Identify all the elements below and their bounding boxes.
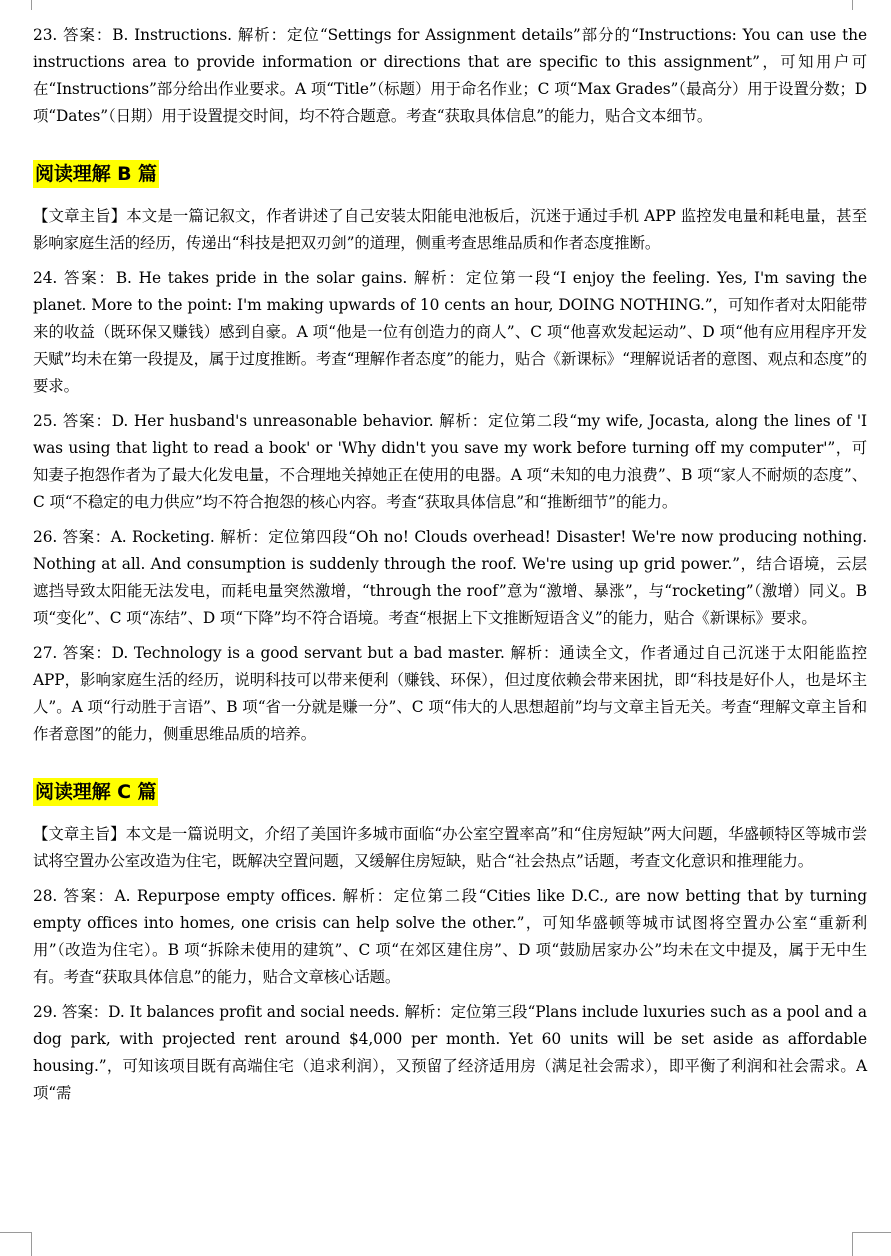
answer-paragraph-23: 23. 答案：B. Instructions. 解析：定位“Settings for Assignment details”部分的“Instructions: You can use the instructions area to provide information or directions that are specific to this assignment”，可知用户可在“Instructions”部分给出作业要求。A 项“Title”（标题）用于命名作业；C 项“Max Grades”（最高分）用于设置分数；D 项“Dates”（日期）用于设置提交时间，均不符合题意。考查“获取具体信息”的能力，贴合文本细节。 (33, 26, 867, 125)
crop-mark (0, 1232, 31, 1233)
answer-paragraph-28: 28. 答案：A. Repurpose empty offices. 解析：定位第二段“Cities like D.C., are now betting that by turning empty offices into homes, one crisis can help solve the other.”，可知华盛顿等城市试图将空置办公室“重新利用”（改造为住宅）。B 项“拆除未使用的建筑”、C 项“在郊区建住房”、D 项“鼓励居家办公”均未在文中提及，属于无中生有。考查“获取具体信息”的能力，贴合文章核心话题。 (33, 887, 867, 986)
answer-paragraph-24: 24. 答案：B. He takes pride in the solar gains. 解析：定位第一段“I enjoy the feeling. Yes, I'm saving the planet. More to the point: I'm making upwards of 10 cents an hour, DOING NOTHING.”，可知作者对太阳能带来的收益（既环保又赚钱）感到自豪。A 项“他是一位有创造力的商人”、C 项“他喜欢发起运动”、D 项“他有应用程序开发天赋”均未在第一段提及，属于过度推断。考查“理解作者态度”的能力，贴合《新课标》“理解说话者的意图、观点和态度”的要求。 (33, 269, 867, 395)
answer-paragraph-29: 29. 答案：D. It balances profit and social needs. 解析：定位第三段“Plans include luxuries such as a pool and a dog park, with projected rent around $4,000 per month. Yet 60 units will be set aside as affordable housing.”，可知该项目既有高端住宅（追求利润），又预留了经济适用房（满足社会需求），即平衡了利润和社会需求。A 项“需 (33, 1003, 867, 1102)
section-heading-b (33, 160, 867, 189)
answer-paragraph-25: 25. 答案：D. Her husband's unreasonable behavior. 解析：定位第二段“my wife, Jocasta, along the lines of 'I was using that light to read a book' or 'Why didn't you save my work before turning off my computer'”，可知妻子抱怨作者为了最大化发电量，不合理地关掉她正在使用的电器。A 项“未知的电力浪费”、B 项“家人不耐烦的态度”、C 项“不稳定的电力供应”均不符合抱怨的核心内容。考查“获取具体信息”和“推断细节”的能力。 (33, 412, 867, 511)
section-heading-c (33, 778, 867, 807)
crop-mark (852, 1232, 891, 1233)
answer-paragraph-26: 26. 答案：A. Rocketing. 解析：定位第四段“Oh no! Clouds overhead! Disaster! We're now producing nothing. Nothing at all. And consumption is suddenly through the roof. We're using up grid power.”，结合语境，云层遮挡导致太阳能无法发电，而耗电量突然激增，“through the roof”意为“激增、暴涨”，与“rocketing”（激增）同义。B 项“变化”、C 项“冻结”、D 项“下降”均不符合语境。考查“根据上下文推断短语含义”的能力，贴合《新课标》要求。 (33, 528, 867, 627)
answer-paragraph-27: 27. 答案：D. Technology is a good servant but a bad master. 解析：通读全文，作者通过自己沉迷于太阳能监控 APP，影响家庭生活的经历，说明科技可以带来便利（赚钱、环保），但过度依赖会带来困扰，即“科技是好仆人，也是坏主人”。A 项“行动胜于言语”、B 项“省一分就是赚一分”、C 项“伟大的人思想超前”均与文章主旨无关。考查“理解文章主旨和作者意图”的能力，侧重思维品质的培养。 (33, 644, 867, 743)
summary-paragraph-b: 【文章主旨】本文是一篇记叙文，作者讲述了自己安装太阳能电池板后，沉迷于通过手机 APP 监控发电量和耗电量，甚至影响家庭生活的经历，传递出“科技是把双刃剑”的道理，侧重考查思维品质和作者态度推断。 (33, 207, 867, 252)
summary-paragraph-c: 【文章主旨】本文是一篇说明文，介绍了美国许多城市面临“办公室空置率高”和“住房短缺”两大问题，华盛顿特区等城市尝试将空置办公室改造为住宅，既解决空置问题，又缓解住房短缺，贴合“社会热点”话题，考查文化意识和推理能力。 (33, 825, 867, 870)
document-body (33, 22, 867, 1115)
crop-mark (852, 1232, 853, 1256)
crop-mark (31, 0, 32, 10)
crop-mark (852, 0, 853, 10)
section-title: 阅读理解 B 篇 (33, 160, 159, 188)
crop-mark (31, 1232, 32, 1256)
section-title: 阅读理解 C 篇 (33, 778, 158, 806)
